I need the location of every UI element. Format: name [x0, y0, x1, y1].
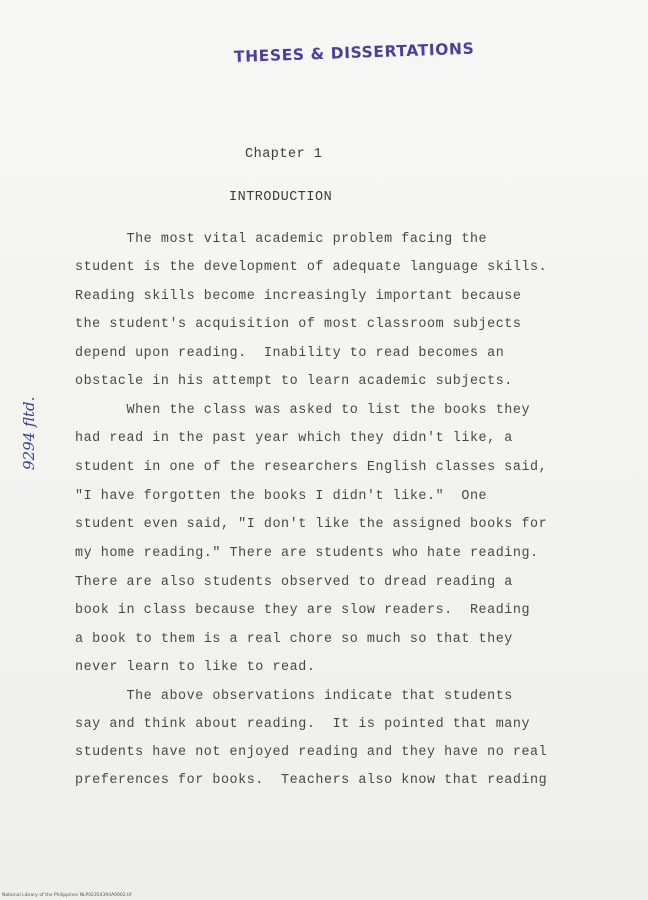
scan-footer: National Library of the Philippines NLP02354394A0002.tif	[2, 893, 132, 898]
body-line: never learn to like to read.	[75, 660, 316, 675]
body-line: had read in the past year which they didn't like, a	[75, 431, 513, 446]
body-line: student in one of the researchers English classes said,	[75, 460, 548, 475]
section-heading: INTRODUCTION	[229, 190, 333, 205]
body-line: preferences for books. Teachers also know that reading	[75, 773, 548, 788]
body-line: The most vital academic problem facing the	[75, 232, 488, 247]
body-line: book in class because they are slow readers. Reading	[75, 603, 531, 618]
body-line: the student's acquisition of most classroom subjects	[75, 317, 522, 332]
body-line: depend upon reading. Inability to read becomes an	[75, 346, 505, 361]
body-line: There are also students observed to dread reading a	[75, 575, 513, 590]
handwritten-margin-note: 9294 fltd.	[20, 396, 38, 470]
body-line: my home reading." There are students who hate reading.	[75, 546, 539, 561]
chapter-label: Chapter 1	[245, 147, 323, 162]
body-line: a book to them is a real chore so much so that they	[75, 632, 513, 647]
body-line: say and think about reading. It is pointed that many	[75, 717, 531, 732]
body-line: Reading skills become increasingly important because	[75, 289, 522, 304]
body-line: "I have forgotten the books I didn't like." One	[75, 489, 488, 504]
body-line: student even said, "I don't like the assigned books for	[75, 517, 548, 532]
body-line: obstacle in his attempt to learn academic subjects.	[75, 374, 513, 389]
body-line: student is the development of adequate language skills.	[75, 260, 548, 275]
body-line: students have not enjoyed reading and they have no real	[75, 745, 548, 760]
theses-dissertations-stamp: THESES & DISSERTATIONS	[233, 39, 475, 66]
body-line: The above observations indicate that students	[75, 689, 513, 704]
body-line: When the class was asked to list the books they	[75, 403, 531, 418]
